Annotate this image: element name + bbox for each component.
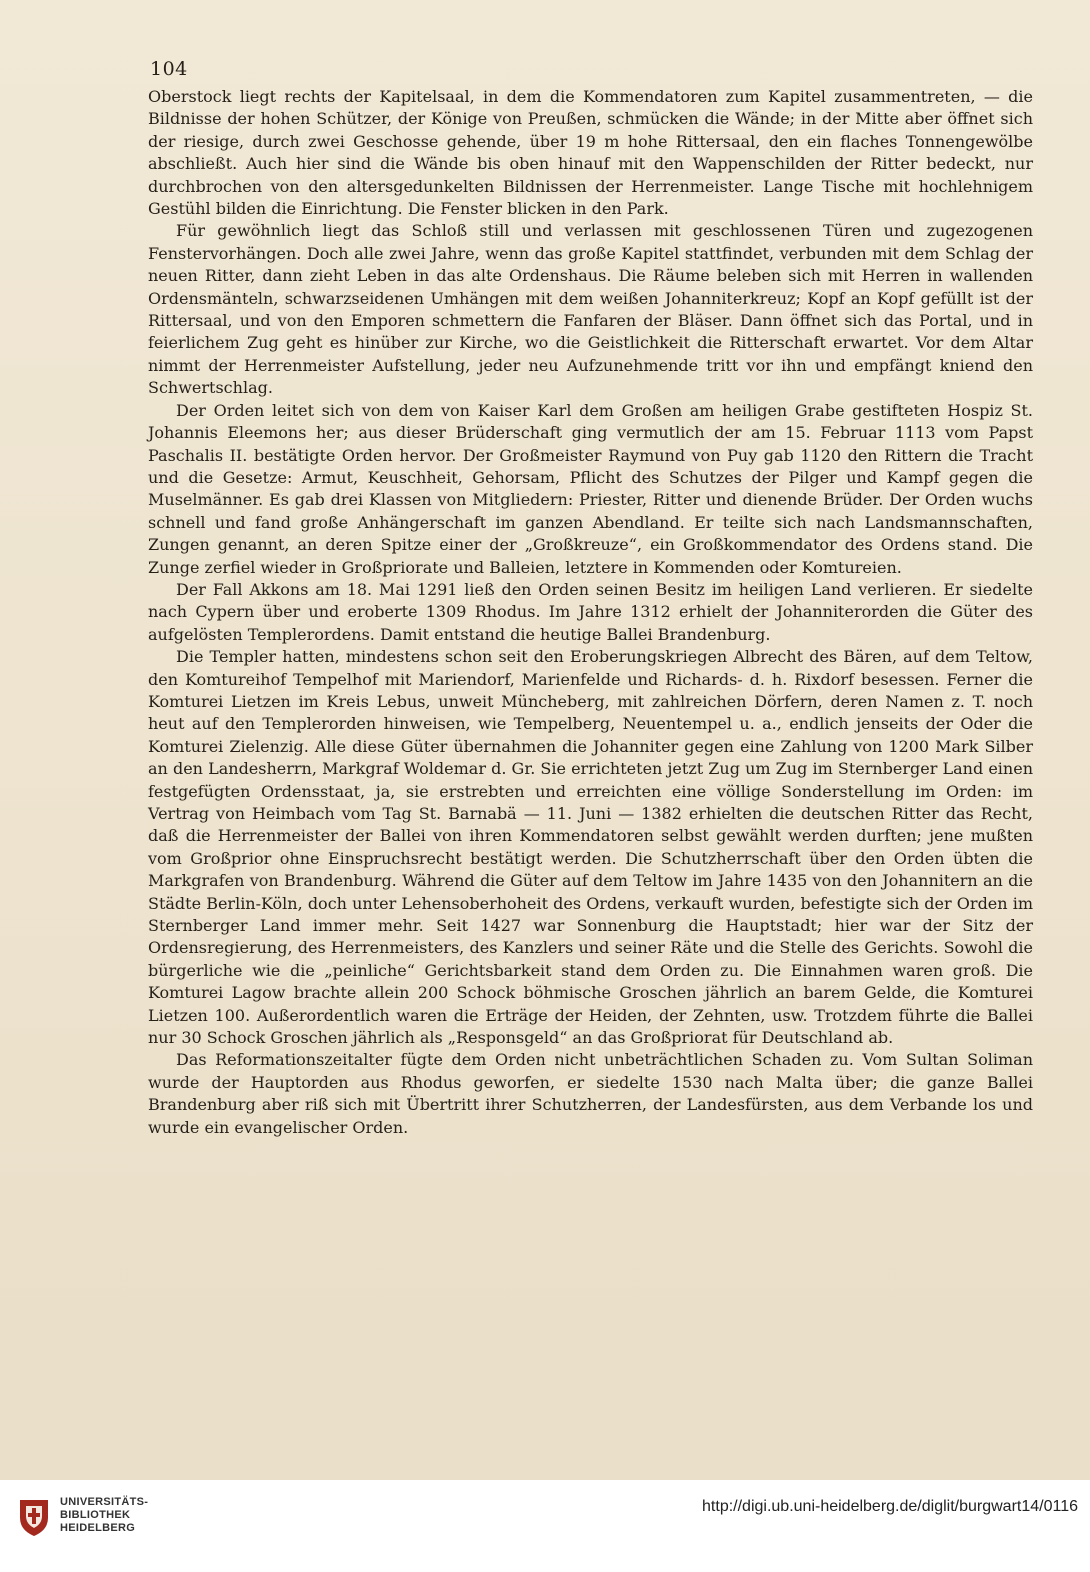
library-name	[60, 1496, 148, 1535]
university-seal-icon	[16, 1494, 52, 1538]
library-name-line: HEIDELBERG	[60, 1522, 136, 1534]
paragraph-6: Das Reformationszeitalter fügte dem Orden nicht unbeträchtlichen Schaden zu. Vom Sultan Soliman wurde der Hauptorden aus Rhodus geworfen, er siedelte 1530 nach Malta über; die ganze Ballei Brandenburg aber riß sich mit Übertritt ihrer Schutzherren, der Landesfürsten, aus dem Verbande los und wurde ein evangelischer Orden.	[148, 1050, 1033, 1137]
paragraph-1: Oberstock liegt rechts der Kapitelsaal, in dem die Kommendatoren zum Kapitel zusammentreten, — die Bildnisse der hohen Schützer, der Könige von Preußen, schmücken die Wände; in der Mitte aber öffnet sich der riesige, durch zwei Geschosse gehende, über 19 m hohe Rittersaal, den ein flaches Tonnengewölbe abschließt. Auch hier sind die Wände bis oben hinauf mit den Wappenschilden der Ritter bedeckt, nur durchbrochen von den altersgedunkelten Bildnissen der Herrenmeister. Lange Tische mit hochlehnigem Gestühl bilden die Einrichtung. Die Fenster blicken in den Park.	[148, 87, 1033, 219]
library-name-line: BIBLIOTHEK	[60, 1509, 131, 1521]
paragraph-2: Für gewöhnlich liegt das Schloß still und verlassen mit geschlossenen Türen und zugezogenen Fenstervorhängen. Doch alle zwei Jahre, wenn das große Kapitel stattfindet, verbunden mit dem Schlag der neuen Ritter, dann zieht Leben in das alte Ordenshaus. Die Räume beleben sich mit Herren in wallenden Ordensmänteln, schwarzseidenen Umhängen mit dem weißen Johanniterkreuz; Kopf an Kopf gefüllt ist der Rittersaal, und von den Emporen schmettern die Fanfaren der Bläser. Dann öffnet sich das Portal, und in feierlichem Zug geht es hinüber zur Kirche, wo die Geistlichkeit die Ritterschaft erwartet. Vor dem Altar nimmt der Herrenmeister Aufstellung, jeder neu Aufzunehmende tritt vor ihn und empfängt kniend den Schwertschlag.	[148, 221, 1033, 398]
source-url[interactable]: http://digi.ub.uni-heidelberg.de/diglit/burgwart14/0116	[702, 1498, 1078, 1515]
article-body	[148, 86, 1033, 1139]
paragraph-4: Der Fall Akkons am 18. Mai 1291 ließ den Orden seinen Besitz im heiligen Land verlieren. Er siedelte nach Cypern über und eroberte 1309 Rhodus. Im Jahre 1312 erhielt der Johanniterorden die Güter des aufgelösten Templerordens. Damit entstand die heutige Ballei Brandenburg.	[148, 579, 1033, 644]
digitization-footer	[0, 1480, 1090, 1572]
library-name-line: UNIVERSITÄTS-	[60, 1496, 149, 1508]
paragraph-5: Die Templer hatten, mindestens schon seit den Eroberungskriegen Albrecht des Bären, auf dem Teltow, den Komtureihof Tempelhof mit Mariendorf, Marienfelde und Richards- d. h. Rixdorf besessen. Ferner die Komturei Lietzen im Kreis Lebus, unweit Müncheberg, mit zahlreichen Dörfern, deren Namen z. T. noch heut auf den Templerorden hinweisen, wie Tempelberg, Neuentempel u. a., endlich jenseits der Oder die Komturei Zielenzig. Alle diese Güter übernahmen die Johanniter gegen eine Zahlung von 1200 Mark Silber an den Landesherrn, Markgraf Woldemar d. Gr. Sie errichteten jetzt Zug um Zug im Sternberger Land einen festgefügten Ordensstaat, ja, sie erstrebten und erreichten eine völlige Sonderstellung im Orden: im Vertrag von Heimbach vom Tag St. Barnabä — 11. Juni — 1382 erhielten die deutschen Ritter das Recht, daß die Herrenmeister der Ballei von ihren Kommendatoren selbst gewählt werden durften; jene mußten vom Großprior ohne Einspruchsrecht bestätigt werden. Die Schutzherrschaft über den Orden übten die Markgrafen von Brandenburg. Während die Güter auf dem Teltow im Jahre 1435 von den Johannitern an die Städte Berlin-Köln, doch unter Lehensoberhoheit des Ordens, verkauft wurden, befestigte sich der Orden im Sternberger Land immer mehr. Seit 1427 war Sonnenburg die Hauptstadt; hier war der Sitz der Ordensregierung, des Herrenmeisters, des Kanzlers und seiner Räte und die Stelle des Gerichts. Sowohl die bürgerliche wie die „peinliche“ Gerichtsbarkeit stand dem Orden zu. Die Einnahmen waren groß. Die Komturei Lagow brachte allein 200 Schock böhmische Groschen jährlich an barem Gelde, die Komturei Lietzen 100. Außerordentlich waren die Erträge der Heiden, der Zehnten, usw. Trotzdem führte die Ballei nur 30 Schock Groschen jährlich als „Responsgeld“ an das Großpriorat für Deutschland ab.	[148, 647, 1033, 1048]
paragraph-3: Der Orden leitet sich von dem von Kaiser Karl dem Großen am heiligen Grabe gestifteten Hospiz St. Johannis Eleemons her; aus dieser Brüderschaft ging vermutlich der am 15. Februar 1113 vom Papst Paschalis II. bestätigte Orden hervor. Der Großmeister Raymund von Puy gab 1120 den Rittern die Tracht und die Gesetze: Armut, Keuschheit, Gehorsam, Pflicht des Schutzes der Pilger und Kampf gegen die Muselmänner. Es gab drei Klassen von Mitgliedern: Priester, Ritter und dienende Brüder. Der Orden wuchs schnell und fand große Anhängerschaft im ganzen Abendland. Er teilte sich nach Landsmannschaften, Zungen genannt, an deren Spitze einer der „Großkreuze“, ein Großkommendator des Ordens stand. Die Zunge zerfiel wieder in Großpriorate und Balleien, letztere in Kommenden oder Komtureien.	[148, 400, 1033, 577]
page-number: 104	[150, 58, 188, 80]
